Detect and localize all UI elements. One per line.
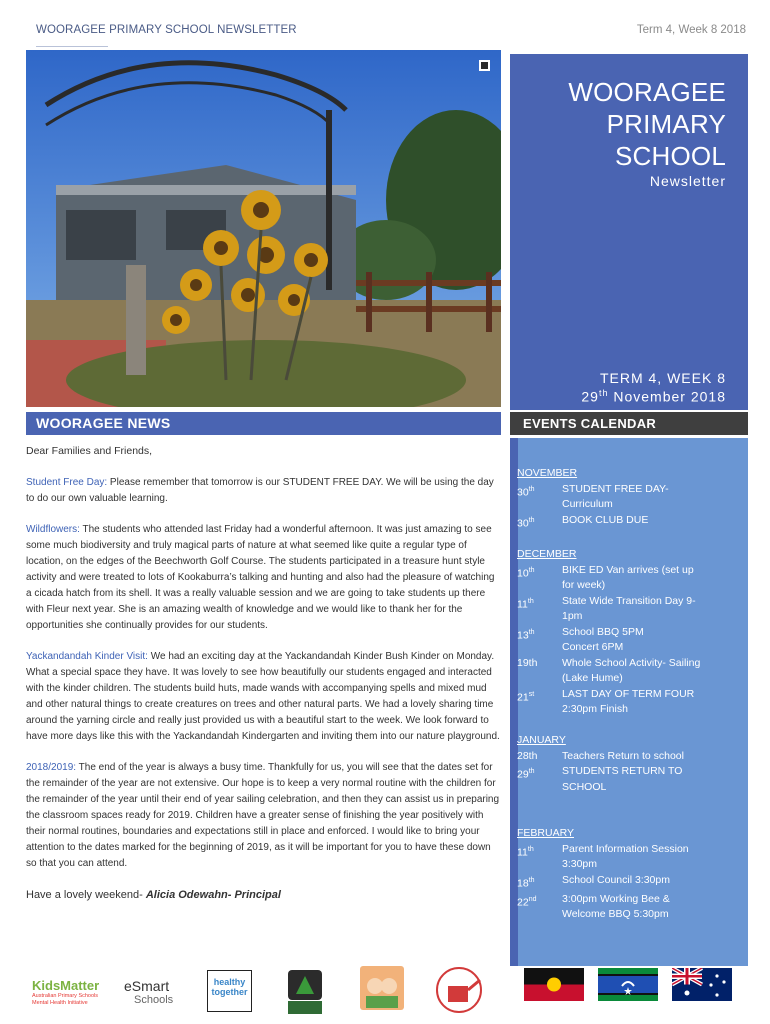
- event-description: [562, 764, 741, 795]
- resource-smart-logo: [360, 966, 404, 1010]
- event-row: [517, 842, 741, 873]
- issue-date-day: 29: [581, 388, 599, 405]
- event-row: [517, 482, 741, 513]
- event-day-suffix: nd: [528, 895, 537, 903]
- event-line: Whole School Activity- Sailing: [562, 656, 701, 669]
- event-row: [517, 625, 741, 656]
- event-description: [562, 482, 741, 513]
- events-gap: [517, 811, 741, 827]
- torres-strait-flag-icon: [598, 968, 658, 1001]
- news-paragraph: [26, 522, 501, 634]
- event-day-suffix: th: [527, 597, 534, 605]
- paragraph-label: Student Free Day:: [26, 477, 108, 488]
- event-line: for week): [562, 579, 606, 591]
- events-section-heading: EVENTS CALENDAR: [510, 412, 748, 435]
- event-month-heading: DECEMBER: [517, 548, 577, 560]
- event-row: [517, 594, 741, 625]
- event-day: 28th: [517, 749, 538, 762]
- event-line: 2:30pm Finish: [562, 703, 628, 715]
- aboriginal-flag-icon: [524, 968, 584, 1001]
- event-day: 21: [517, 691, 529, 703]
- event-month-heading: FEBRUARY: [517, 827, 574, 839]
- event-day-suffix: th: [528, 768, 535, 775]
- photo-marker-icon: [479, 60, 490, 71]
- event-month-heading: JANUARY: [517, 734, 566, 746]
- event-line: SCHOOL: [562, 780, 607, 793]
- paragraph-label: Yackandandah Kinder Visit:: [26, 651, 148, 662]
- event-day-suffix: th: [527, 845, 534, 853]
- header-rule: [36, 46, 108, 47]
- header-left-title: WOORAGEE PRIMARY SCHOOL NEWSLETTER: [36, 24, 297, 36]
- landcare-logo: [288, 970, 322, 1014]
- watering-can-logo: [428, 966, 490, 1014]
- event-date: [517, 625, 562, 656]
- event-line: Teachers Return to school: [562, 749, 684, 762]
- events-gap: [517, 718, 741, 734]
- event-description: [562, 594, 741, 625]
- event-description: [562, 842, 741, 873]
- event-line: School Council 3:30pm: [562, 873, 670, 886]
- event-day-suffix: th: [528, 485, 535, 493]
- event-description: [562, 892, 741, 923]
- event-date: [517, 749, 562, 765]
- news-section-heading: WOORAGEE NEWS: [26, 412, 501, 435]
- event-line: 3:30pm: [562, 858, 598, 870]
- event-line: School BBQ 5PM: [562, 625, 644, 638]
- events-list: [517, 466, 741, 923]
- masthead-panel: [510, 54, 748, 410]
- event-date: [517, 482, 562, 513]
- event-day: 19th: [517, 656, 538, 669]
- event-day: 22: [517, 896, 529, 908]
- sign-off: [26, 887, 501, 903]
- event-day-suffix: th: [528, 566, 535, 574]
- news-paragraph: [26, 760, 501, 872]
- school-name-line3: SCHOOL: [614, 141, 726, 171]
- event-description: [562, 513, 741, 532]
- event-description: [562, 749, 741, 765]
- event-month-heading: NOVEMBER: [517, 467, 578, 479]
- event-description: [562, 656, 741, 687]
- paragraph-label: 2018/2019:: [26, 762, 77, 773]
- event-line: State Wide Transition Day 9-: [562, 594, 696, 607]
- healthy-together-logo: healthy together: [207, 970, 252, 1012]
- events-gap: [517, 532, 741, 548]
- school-entrance-photo: [26, 50, 501, 407]
- newsletter-subtitle: Newsletter: [649, 173, 726, 189]
- event-day: 11: [517, 846, 528, 858]
- event-day: 13: [517, 629, 529, 641]
- event-day: 18: [517, 877, 529, 889]
- event-day-suffix: th: [528, 876, 535, 884]
- issue-date-rest: November 2018: [608, 388, 726, 405]
- event-day: 11: [517, 598, 528, 610]
- event-day: 30: [517, 517, 529, 529]
- event-day-suffix: st: [528, 690, 535, 698]
- esmart-subtext: Schools: [134, 994, 174, 1006]
- paragraph-text: Please remember that tomorrow is our STUDENT FREE DAY. We will be using the day to do our own valuable learning.: [26, 477, 494, 504]
- event-day-suffix: th: [528, 516, 535, 524]
- event-day: 30: [517, 486, 529, 498]
- event-date: [517, 687, 562, 718]
- event-line: LAST DAY OF TERM FOUR: [562, 687, 695, 700]
- event-line: STUDENT FREE DAY-: [562, 482, 669, 495]
- event-date: [517, 873, 562, 892]
- event-line: (Lake Hume): [562, 672, 623, 684]
- event-line: 3:00pm Working Bee &: [562, 892, 670, 905]
- event-date: [517, 842, 562, 873]
- esmart-text: eSmart: [124, 978, 170, 994]
- kidsmatter-subtext: Australian Primary Schools Mental Health Initiative: [32, 993, 99, 1006]
- event-date: [517, 563, 562, 594]
- event-row: [517, 892, 741, 923]
- paragraph-label: Wildflowers:: [26, 524, 80, 535]
- news-paragraph: [26, 475, 501, 507]
- sponsor-logos: [26, 966, 756, 1016]
- event-row: [517, 873, 741, 892]
- event-date: [517, 892, 562, 923]
- paragraph-text: The end of the year is always a busy time. Thankfully for us, you will see that the dates set for the remainder of the year are not extensive. Our hope is to keep a very normal routine with the children for the remainder of the year until their end of year sailing celebration, and then they can assist us in preparing the classroom spaces ready for 2019. Children have a greater sense of finishing the year positively with their normal routines, boundaries and expectations still in place and enforced. I would like to bring your attention to the dates marked for the beginning of 2019, as it will be important for you to have these down so that you can attend.: [26, 762, 500, 869]
- term-week-label: TERM 4, WEEK 8: [599, 370, 726, 386]
- events-gap: [517, 795, 741, 811]
- event-description: [562, 625, 741, 656]
- sign-off-prefix: Have a lovely weekend-: [26, 889, 146, 901]
- australian-flag-icon: [672, 968, 732, 1001]
- school-name-line2: PRIMARY: [606, 109, 726, 139]
- event-row: [517, 656, 741, 687]
- event-day: 29: [517, 768, 529, 781]
- event-row: [517, 749, 741, 765]
- event-day: 10: [517, 567, 529, 579]
- event-description: [562, 563, 741, 594]
- school-name-line1: WOORAGEE: [568, 77, 726, 107]
- event-row: [517, 764, 741, 795]
- event-date: [517, 764, 562, 795]
- issue-date-suffix: th: [598, 388, 609, 398]
- event-date: [517, 656, 562, 687]
- news-body: [26, 443, 501, 903]
- event-line: Welcome BBQ 5:30pm: [562, 908, 669, 920]
- kidsmatter-logo: [32, 978, 100, 1007]
- paragraph-text: We had an exciting day at the Yackandandah Kinder Bush Kinder on Monday. What a special space they have. It was lovely to see how beautifully our students engaged and interacted with the kinder children. The students build huts, made wands with accompanying spells and mixed mud and other natural things to create creatures on trees and other natural parts. We had a lovely sharing time around the yarning circle and really just provided us with a beautiful start to the week. We look forward to have more days like this with the Yackandandah Kindergarten and inviting them into our nature playground.: [26, 651, 500, 742]
- event-description: [562, 687, 741, 718]
- esmart-logo: [124, 978, 173, 1006]
- event-date: [517, 594, 562, 625]
- event-line: BOOK CLUB DUE: [562, 513, 649, 526]
- event-line: 1pm: [562, 610, 583, 622]
- kidsmatter-text: KidsMatter: [32, 978, 100, 993]
- event-line: STUDENTS RETURN TO: [562, 765, 683, 777]
- school-name: [568, 76, 726, 172]
- principal-name: Alicia Odewahn- Principal: [145, 889, 281, 901]
- header-right-term: Term 4, Week 8 2018: [636, 24, 746, 36]
- paragraph-text: The students who attended last Friday had a wonderful afternoon. It was just amazing to see some much biodiversity and truly magical parts of nature at what seemed like quite a regular type of location, on the edges of the Beechworth Golf Course. The students participated in a treasure hunt style activity and were treated to lots of Kookaburra’s talking and hunting and also had the pleasure of watching a cicada hatch from its shell. It was a really valuable session and we are going to take students up there with Fleur next year. She is an amazing wealth of knowledge and we would like to thank her for the opportunities she continually provides for our students.: [26, 524, 495, 631]
- event-day-suffix: th: [528, 628, 535, 636]
- news-paragraph: [26, 649, 501, 745]
- event-description: [562, 873, 741, 892]
- event-line: Curriculum: [562, 498, 613, 510]
- event-row: [517, 687, 741, 718]
- event-line: BIKE ED Van arrives (set up: [562, 563, 694, 576]
- event-date: [517, 513, 562, 532]
- event-line: Parent Information Session: [562, 842, 689, 855]
- event-row: [517, 513, 741, 532]
- greeting: Dear Families and Friends,: [26, 445, 153, 457]
- event-line: Concert 6PM: [562, 641, 624, 653]
- event-row: [517, 563, 741, 594]
- issue-date: [581, 388, 726, 405]
